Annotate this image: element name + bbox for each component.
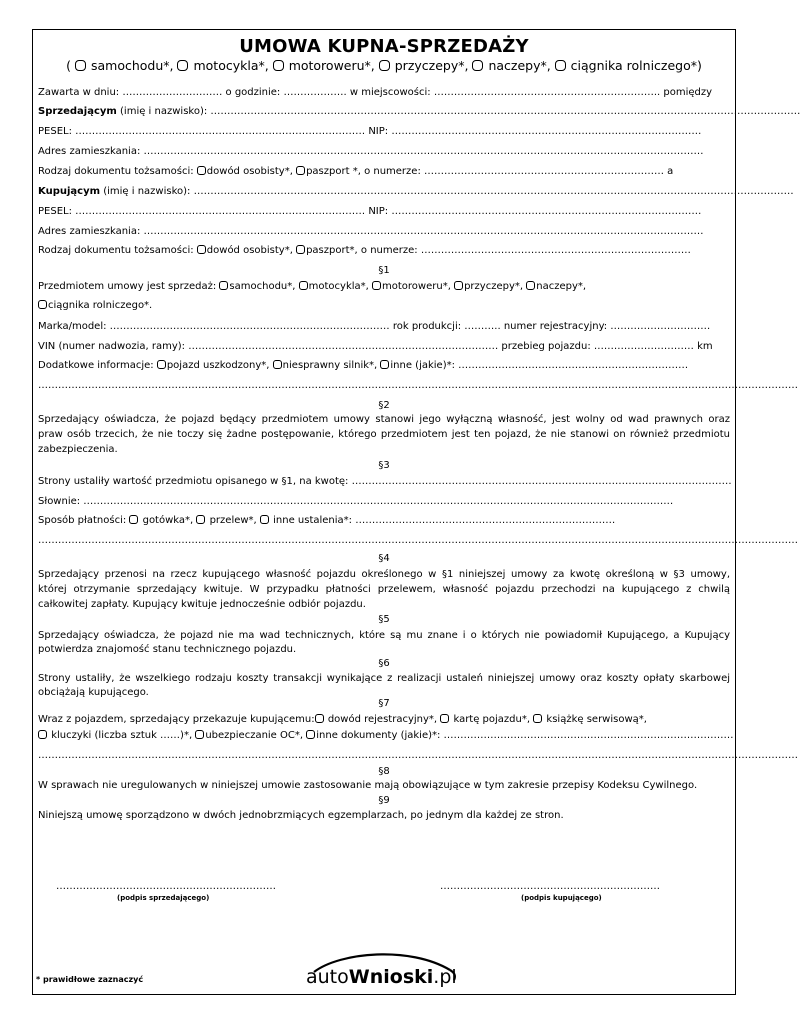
- vehicle-type-options: ( samochodu*, motocykla*, motoroweru*, przyczepy*, naczepy*, ciągnika rolniczego*): [66, 58, 702, 73]
- buyer-name-line: Kupującym (imię i nazwisko): ………………………………………………………………………………………………………………………………………………………………: [38, 186, 794, 197]
- checkbox-buyer-dowod[interactable]: [197, 245, 206, 254]
- s3-words-line: Słownie: ……………………………………………………………………………………………………………………………………………………………: [38, 496, 674, 507]
- checkbox-s7-ksiazka[interactable]: [533, 714, 542, 723]
- section-1-heading: §1: [378, 265, 390, 276]
- checkbox-s1-motocykla[interactable]: [299, 281, 308, 290]
- seller-signature-label: (podpis sprzedającego): [117, 894, 210, 902]
- buyer-id-line: Rodzaj dokumentu tożsamości: dowód osobisty*, paszport*, o numerze: ………………………………………………………………………: [38, 245, 691, 256]
- buyer-address-line: Adres zamieszkania: ……………………………………………………………………………………………………………………………………………………: [38, 226, 704, 237]
- checkbox-seller-paszport[interactable]: [296, 166, 305, 175]
- checkbox-motocykla[interactable]: [177, 60, 188, 71]
- checkbox-motoroweru[interactable]: [273, 60, 284, 71]
- s8-text: W sprawach nie uregulowanych w niniejszej umowie zastosowanie mają obowiązujące w tym zakresie przepisy Kodeksu Cywilnego.: [38, 780, 698, 791]
- s4-line-2: której otrzymanie sprzedający kwituje. W przypadku płatności przelewem, własność pojazdu przechodzi na kupującego z chwilą: [38, 584, 730, 595]
- s2-line-1: Sprzedający oświadcza, że pojazd będący przedmiotem umowy stanowi jego wyłączną własność, jest wolny od wad prawnych oraz: [38, 414, 730, 425]
- s1-subject-line: Przedmiotem umowy jest sprzedaż: samochodu*, motocykla*, motoroweru*, przyczepy*, naczepy*,: [38, 281, 587, 292]
- document-title: UMOWA KUPNA-SPRZEDAŻY: [239, 36, 529, 57]
- section-9-heading: §9: [378, 795, 390, 806]
- s6-line-1: Strony ustaliły, że wszelkiego rodzaju koszty transakcji wynikające z realizacji ustaleń niniejszej umowy oraz koszty opłaty skarbowej: [38, 673, 730, 684]
- checkbox-s1-inne[interactable]: [380, 360, 389, 369]
- checkbox-s3-przelew[interactable]: [196, 515, 205, 524]
- s1-vin-line: VIN (numer nadwozia, ramy): ………………………………………………………………………………… przebieg pojazdu: ………………………… km: [38, 341, 713, 352]
- s1-subject-line-2: ciągnika rolniczego*.: [38, 300, 730, 312]
- s4-line-3: całkowitej zapłaty. Kupujący kwituje jednocześnie odbiór pojazdu.: [38, 599, 366, 610]
- autownioski-logo: autoWnioski.pl: [306, 966, 457, 988]
- s5-line-1: Sprzedający oświadcza, że pojazd nie ma wad technicznych, które są mu znane i o których nie powiadomił Kupującego, a Kupujący: [38, 630, 730, 641]
- seller-signature-line[interactable]: …………………………………………………………: [56, 881, 276, 892]
- buyer-pesel-line: PESEL: …………………………………………………………………………… NIP: …………………………………………………………………………………: [38, 206, 702, 217]
- section-8-heading: §8: [378, 766, 390, 777]
- s7-blank-line: …………………………………………………………………………………………………………………………………………………………………………………………………………: [38, 750, 798, 761]
- intro-line: Zawarta w dniu: ………………………… o godzinie: ………………. w miejscowości: ………………………………………………………….. pomiędzy: [38, 87, 713, 98]
- s1-blank-line: …………………………………………………………………………………………………………………………………………………………………………………………………………: [38, 380, 798, 391]
- section-6-heading: §6: [378, 658, 390, 669]
- section-2-heading: §2: [378, 400, 390, 411]
- section-3-heading: §3: [378, 460, 390, 471]
- section-5-heading: §5: [378, 614, 390, 625]
- checkbox-s1-uszkodzony[interactable]: [157, 360, 166, 369]
- s4-line-1: Sprzedający przenosi na rzecz kupującego własność pojazdu określonego w §1 niniejszej umowy za kwotę określoną w §3 umowy,: [38, 569, 730, 580]
- checkbox-s7-karta[interactable]: [440, 714, 449, 723]
- checkbox-s7-inne[interactable]: [306, 730, 315, 739]
- checkbox-s7-dowod[interactable]: [315, 714, 324, 723]
- checkbox-s1-przyczepy[interactable]: [454, 281, 463, 290]
- checkbox-s3-inne[interactable]: [260, 515, 269, 524]
- s3-payment-line: Sposób płatności: gotówka*, przelew*, inne ustalenia*: ……………………………………………………………………: [38, 515, 616, 526]
- s1-make-line: Marka/model: ………………………………………………………………………… rok produkcji: ……….. numer rejestracyjny: …………………………: [38, 321, 711, 332]
- section-4-heading: §4: [378, 553, 390, 564]
- section-7-heading: §7: [378, 698, 390, 709]
- checkbox-s1-motoroweru[interactable]: [372, 281, 381, 290]
- s2-line-3: zabezpieczenia.: [38, 444, 118, 455]
- checkbox-buyer-paszport[interactable]: [296, 245, 305, 254]
- s7-line-2: kluczyki (liczba sztuk ……)*, ubezpieczanie OC*, inne dokumenty (jakie)*: ……………………………………………………………………………: [38, 730, 730, 742]
- buyer-signature-label: (podpis kupującego): [521, 894, 602, 902]
- checkbox-s1-samochodu[interactable]: [219, 281, 228, 290]
- checkbox-s1-ciagnika[interactable]: [38, 300, 47, 309]
- checkbox-przyczepy[interactable]: [379, 60, 390, 71]
- s7-line-1: Wraz z pojazdem, sprzedający przekazuje kupującemu: dowód rejestracyjny*, kartę pojazdu*, książkę serwisową*,: [38, 714, 647, 725]
- checkbox-naczepy[interactable]: [472, 60, 483, 71]
- s3-blank-line: …………………………………………………………………………………………………………………………………………………………………………………………………………: [38, 535, 798, 546]
- seller-id-line: Rodzaj dokumentu tożsamości: dowód osobisty*, paszport *, o numerze: ……………………………………………………………… a: [38, 166, 674, 177]
- s6-line-2: obciążają kupującego.: [38, 687, 149, 698]
- seller-pesel-line: PESEL: …………………………………………………………………………… NIP: …………………………………………………………………………………: [38, 126, 702, 137]
- checkbox-s1-silnik[interactable]: [273, 360, 282, 369]
- checkbox-s7-oc[interactable]: [195, 730, 204, 739]
- s1-extra-line: Dodatkowe informacje: pojazd uszkodzony*, niesprawny silnik*, inne (jakie)*: ……………………………………………………………: [38, 360, 689, 371]
- buyer-signature-line[interactable]: …………………………………………………………: [440, 881, 660, 892]
- s5-line-2: potwierdza znajomość stanu technicznego pojazdu.: [38, 644, 297, 655]
- s2-line-2: praw osób trzecich, że nie toczy się żadne postępowanie, którego przedmiotem jest ten pojazd, że nie stanowi on również przedmiotu: [38, 429, 730, 440]
- checkbox-s3-gotowka[interactable]: [129, 515, 138, 524]
- checkbox-s1-naczepy[interactable]: [526, 281, 535, 290]
- checkbox-ciagnika[interactable]: [555, 60, 566, 71]
- footnote: * prawidłowe zaznaczyć: [36, 975, 144, 984]
- s9-text: Niniejszą umowę sporządzono w dwóch jednobrzmiących egzemplarzach, po jednym dla każdej ze stron.: [38, 810, 564, 821]
- seller-name-line: Sprzedającym (imię i nazwisko): ……………………………………………………………………………………………………………………………………………………………: [38, 106, 800, 117]
- seller-address-line: Adres zamieszkania: ……………………………………………………………………………………………………………………………………………………: [38, 146, 704, 157]
- checkbox-s7-kluczyki[interactable]: [38, 730, 47, 739]
- checkbox-seller-dowod[interactable]: [197, 166, 206, 175]
- checkbox-samochodu[interactable]: [75, 60, 86, 71]
- s3-value-line: Strony ustaliły wartość przedmiotu opisanego w §1, na kwotę: ……………………………………………………………………………………………………: [38, 476, 732, 487]
